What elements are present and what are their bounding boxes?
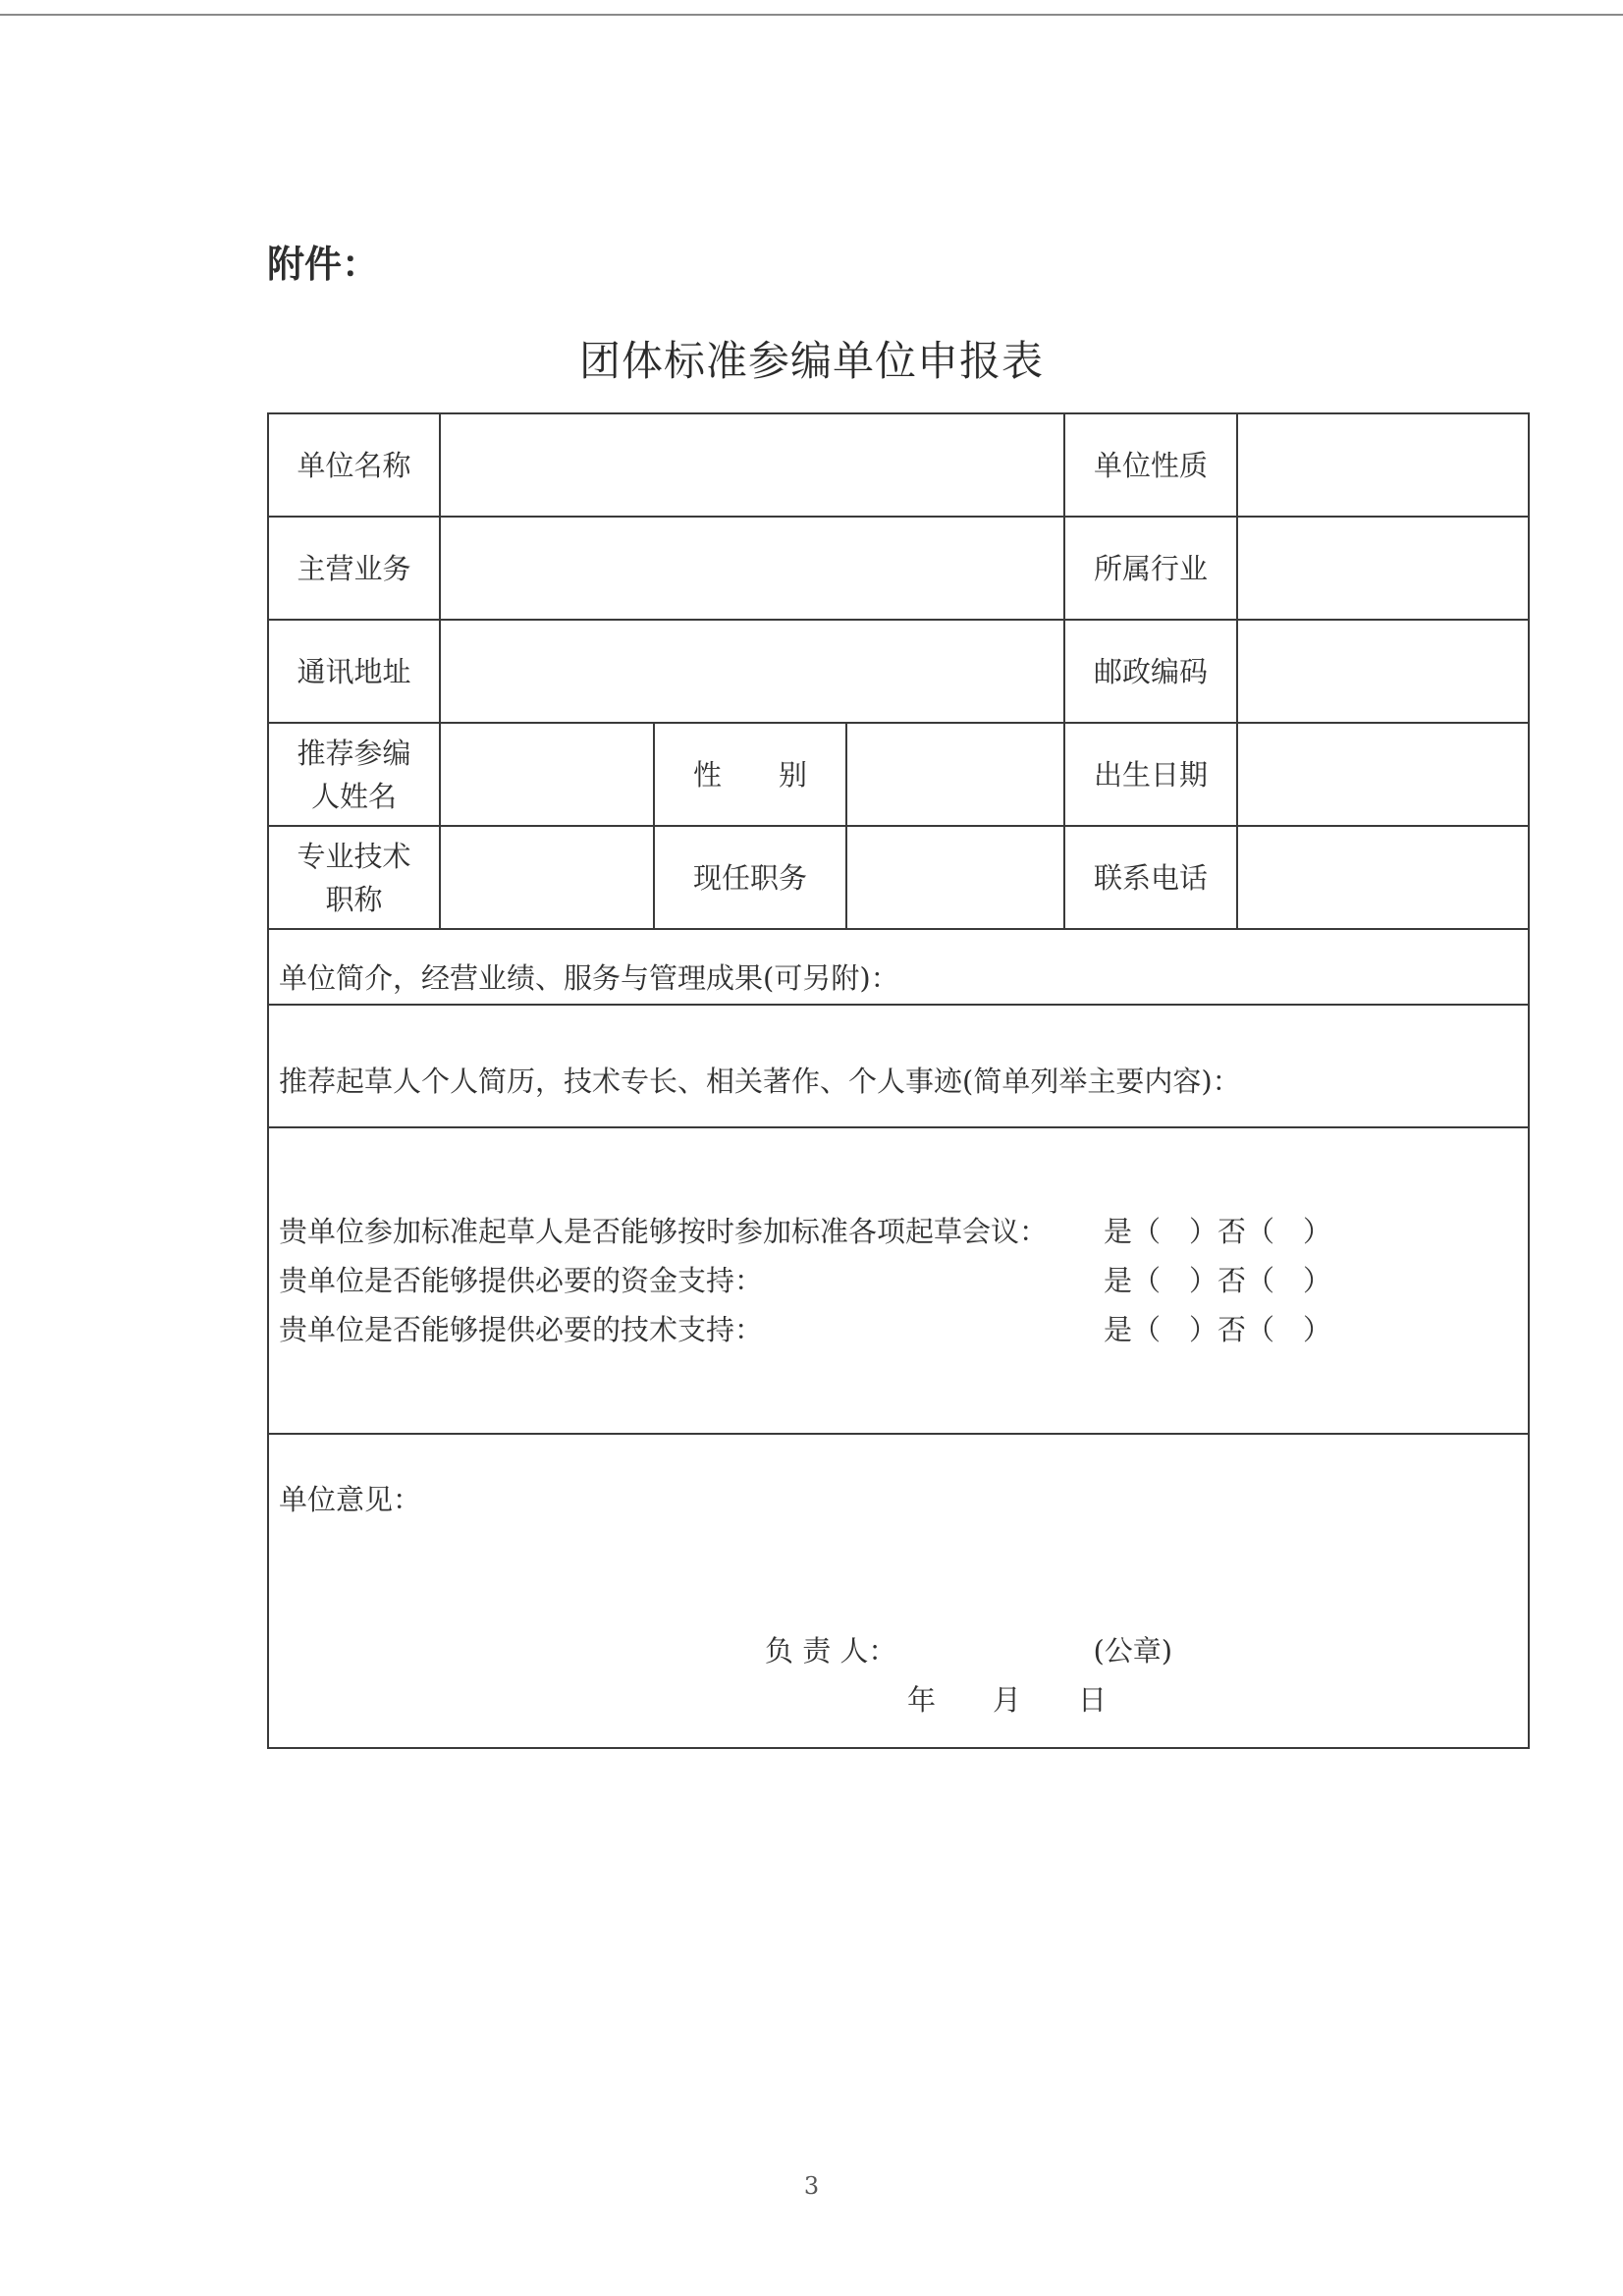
seal-label: (公章) — [1093, 1633, 1173, 1667]
current-position-field[interactable] — [846, 826, 1064, 929]
yes-no-options[interactable]: 是（ ）否（ ） — [1104, 1264, 1332, 1297]
page-title: 团体标准参编单位申报表 — [578, 337, 1044, 385]
question-text: 贵单位参加标准起草人是否能够按时参加标准各项起草会议： — [279, 1215, 1049, 1248]
unit-nature-label: 单位性质 — [1064, 413, 1237, 517]
main-business-field[interactable] — [440, 517, 1064, 620]
attachment-label: 附件： — [267, 243, 380, 286]
recommender-name-label: 推荐参编人姓名 — [268, 723, 440, 826]
date-line: 年 月 日 — [907, 1682, 1108, 1717]
recommender-name-field[interactable] — [440, 723, 654, 826]
yes-no-options[interactable]: 是（ ）否（ ） — [1104, 1313, 1332, 1346]
main-business-label: 主营业务 — [268, 517, 440, 620]
industry-label: 所属行业 — [1064, 517, 1237, 620]
question-text: 贵单位是否能够提供必要的技术支持： — [279, 1313, 764, 1346]
gender-label: 性 别 — [654, 723, 846, 826]
opinion-section[interactable] — [268, 1434, 1529, 1748]
intro-section[interactable] — [268, 929, 1529, 1005]
question-row — [279, 1305, 1528, 1354]
postcode-label: 邮政编码 — [1064, 620, 1237, 723]
phone-label: 联系电话 — [1064, 826, 1237, 929]
current-position-label: 现任职务 — [654, 826, 846, 929]
question-text: 贵单位是否能够提供必要的资金支持： — [279, 1264, 764, 1297]
unit-nature-field[interactable] — [1237, 413, 1529, 517]
question-row — [279, 1207, 1528, 1256]
page-number: 3 — [803, 2172, 820, 2200]
title-rank-field[interactable] — [440, 826, 654, 929]
address-field[interactable] — [440, 620, 1064, 723]
gender-field[interactable] — [846, 723, 1064, 826]
signature-line — [279, 1626, 1528, 1675]
postcode-field[interactable] — [1237, 620, 1529, 723]
address-label: 通讯地址 — [268, 620, 440, 723]
birth-date-field[interactable] — [1237, 723, 1529, 826]
phone-field[interactable] — [1237, 826, 1529, 929]
resume-section[interactable] — [268, 1005, 1529, 1127]
questions-section — [268, 1127, 1529, 1434]
question-row — [279, 1256, 1528, 1305]
scan-top-edge — [0, 14, 1623, 16]
title-rank-label: 专业技术职称 — [268, 826, 440, 929]
birth-date-label: 出生日期 — [1064, 723, 1237, 826]
opinion-label: 单位意见： — [279, 1482, 422, 1516]
industry-field[interactable] — [1237, 517, 1529, 620]
yes-no-options[interactable]: 是（ ）否（ ） — [1104, 1215, 1332, 1248]
unit-name-field[interactable] — [440, 413, 1064, 517]
intro-label: 单位简介，经营业绩、服务与管理成果(可另附)： — [279, 961, 899, 995]
resume-label: 推荐起草人个人简历，技术专长、相关著作、个人事迹(简单列举主要内容)： — [279, 1065, 1241, 1098]
unit-name-label: 单位名称 — [268, 413, 440, 517]
application-form-table — [267, 412, 1530, 1749]
responsible-label: 负 责 人： — [765, 1633, 897, 1667]
